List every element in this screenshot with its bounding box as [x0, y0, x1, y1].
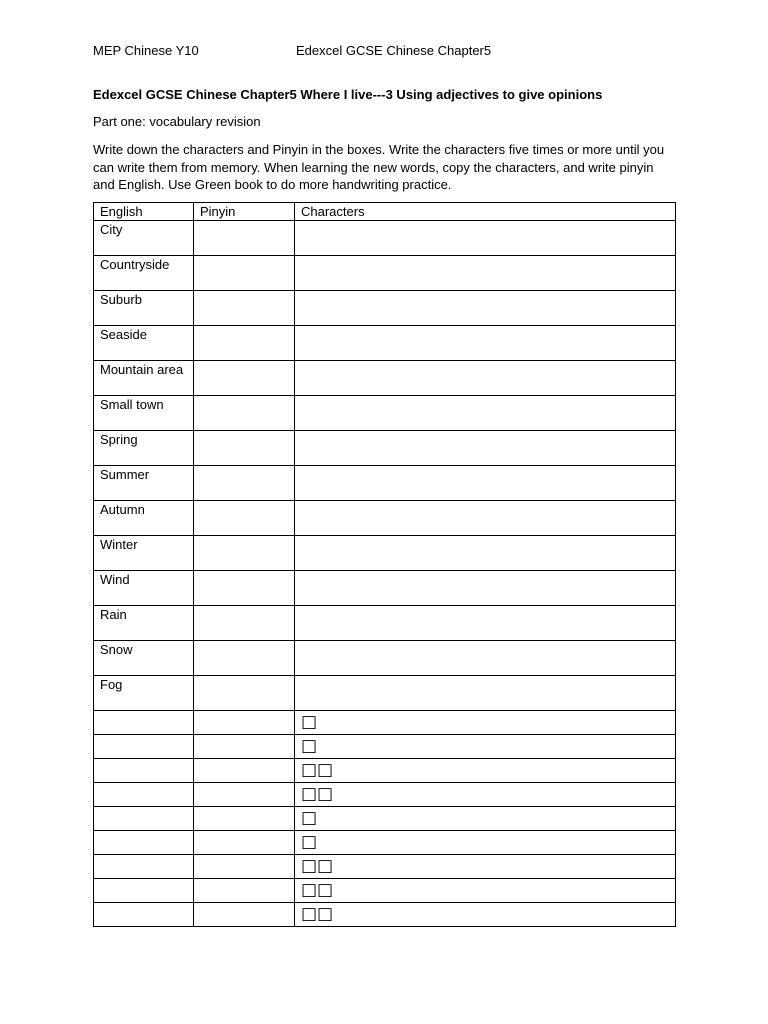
document-title: Edexcel GCSE Chinese Chapter5 Where I live---3 Using adjectives to give opinions — [93, 87, 603, 102]
page-header — [93, 43, 675, 61]
header-course-name: MEP Chinese Y10 — [93, 43, 199, 58]
pinyin-cell[interactable] — [194, 807, 295, 831]
pinyin-cell[interactable] — [194, 676, 295, 711]
english-cell[interactable] — [94, 711, 194, 735]
english-cell: Mountain area — [94, 361, 194, 396]
characters-cell[interactable] — [295, 361, 676, 396]
english-cell: City — [94, 221, 194, 256]
pinyin-cell[interactable] — [194, 711, 295, 735]
english-cell: Winter — [94, 536, 194, 571]
characters-cell: □□ — [295, 855, 676, 879]
pinyin-cell[interactable] — [194, 291, 295, 326]
pinyin-cell[interactable] — [194, 855, 295, 879]
characters-cell: □□ — [295, 759, 676, 783]
english-cell: Wind — [94, 571, 194, 606]
table-row — [94, 536, 676, 571]
instructions-text: Write down the characters and Pinyin in the boxes. Write the characters five times or more until you can write them from memory. When learning the new words, copy the characters, and write pinyin and English. Use Green book to do more handwriting practice. — [93, 142, 665, 192]
pinyin-cell[interactable] — [194, 831, 295, 855]
english-cell[interactable] — [94, 735, 194, 759]
pinyin-cell[interactable] — [194, 641, 295, 676]
pinyin-cell[interactable] — [194, 361, 295, 396]
characters-cell[interactable] — [295, 501, 676, 536]
characters-cell[interactable] — [295, 571, 676, 606]
pinyin-cell[interactable] — [194, 759, 295, 783]
table-row — [94, 361, 676, 396]
table-header-row — [94, 203, 676, 221]
table-row — [94, 396, 676, 431]
characters-cell: □ — [295, 735, 676, 759]
characters-cell: □□ — [295, 903, 676, 927]
english-cell: Rain — [94, 606, 194, 641]
pinyin-cell[interactable] — [194, 536, 295, 571]
characters-cell[interactable] — [295, 221, 676, 256]
english-cell: Snow — [94, 641, 194, 676]
pinyin-cell[interactable] — [194, 466, 295, 501]
table-row — [94, 221, 676, 256]
column-header-characters: Characters — [295, 203, 676, 221]
characters-cell[interactable] — [295, 606, 676, 641]
characters-cell: □ — [295, 831, 676, 855]
pinyin-cell[interactable] — [194, 606, 295, 641]
characters-cell[interactable] — [295, 641, 676, 676]
header-chapter-name: Edexcel GCSE Chinese Chapter5 — [296, 43, 492, 58]
pinyin-cell[interactable] — [194, 256, 295, 291]
characters-cell[interactable] — [295, 536, 676, 571]
english-cell[interactable] — [94, 879, 194, 903]
table-row — [94, 606, 676, 641]
english-cell[interactable] — [94, 807, 194, 831]
english-cell: Summer — [94, 466, 194, 501]
characters-cell: □ — [295, 807, 676, 831]
english-cell: Seaside — [94, 326, 194, 361]
table-row — [94, 831, 676, 855]
english-cell[interactable] — [94, 831, 194, 855]
characters-cell[interactable] — [295, 676, 676, 711]
pinyin-cell[interactable] — [194, 396, 295, 431]
english-cell[interactable] — [94, 903, 194, 927]
table-row — [94, 291, 676, 326]
characters-cell: □ — [295, 711, 676, 735]
english-cell: Autumn — [94, 501, 194, 536]
column-header-pinyin: Pinyin — [194, 203, 295, 221]
table-row — [94, 571, 676, 606]
table-row — [94, 676, 676, 711]
english-cell[interactable] — [94, 783, 194, 807]
table-row — [94, 466, 676, 501]
table-row — [94, 903, 676, 927]
characters-cell[interactable] — [295, 326, 676, 361]
english-cell: Suburb — [94, 291, 194, 326]
characters-cell[interactable] — [295, 431, 676, 466]
table-row — [94, 711, 676, 735]
english-cell[interactable] — [94, 855, 194, 879]
characters-cell[interactable] — [295, 396, 676, 431]
table-row — [94, 326, 676, 361]
table-row — [94, 879, 676, 903]
pinyin-cell[interactable] — [194, 326, 295, 361]
pinyin-cell[interactable] — [194, 431, 295, 466]
section-heading: Part one: vocabulary revision — [93, 114, 261, 129]
table-row — [94, 256, 676, 291]
table-row — [94, 807, 676, 831]
english-cell: Spring — [94, 431, 194, 466]
table-row — [94, 855, 676, 879]
english-cell[interactable] — [94, 759, 194, 783]
pinyin-cell[interactable] — [194, 735, 295, 759]
pinyin-cell[interactable] — [194, 783, 295, 807]
pinyin-cell[interactable] — [194, 903, 295, 927]
characters-cell[interactable] — [295, 466, 676, 501]
characters-cell: □□ — [295, 783, 676, 807]
pinyin-cell[interactable] — [194, 571, 295, 606]
table-row — [94, 501, 676, 536]
english-cell: Fog — [94, 676, 194, 711]
table-row — [94, 641, 676, 676]
column-header-english: English — [94, 203, 194, 221]
pinyin-cell[interactable] — [194, 221, 295, 256]
characters-cell: □□ — [295, 879, 676, 903]
table-row — [94, 783, 676, 807]
table-row — [94, 759, 676, 783]
english-cell: Small town — [94, 396, 194, 431]
pinyin-cell[interactable] — [194, 501, 295, 536]
vocabulary-table — [93, 202, 676, 927]
characters-cell[interactable] — [295, 256, 676, 291]
characters-cell[interactable] — [295, 291, 676, 326]
table-row — [94, 431, 676, 466]
pinyin-cell[interactable] — [194, 879, 295, 903]
english-cell: Countryside — [94, 256, 194, 291]
table-row — [94, 735, 676, 759]
